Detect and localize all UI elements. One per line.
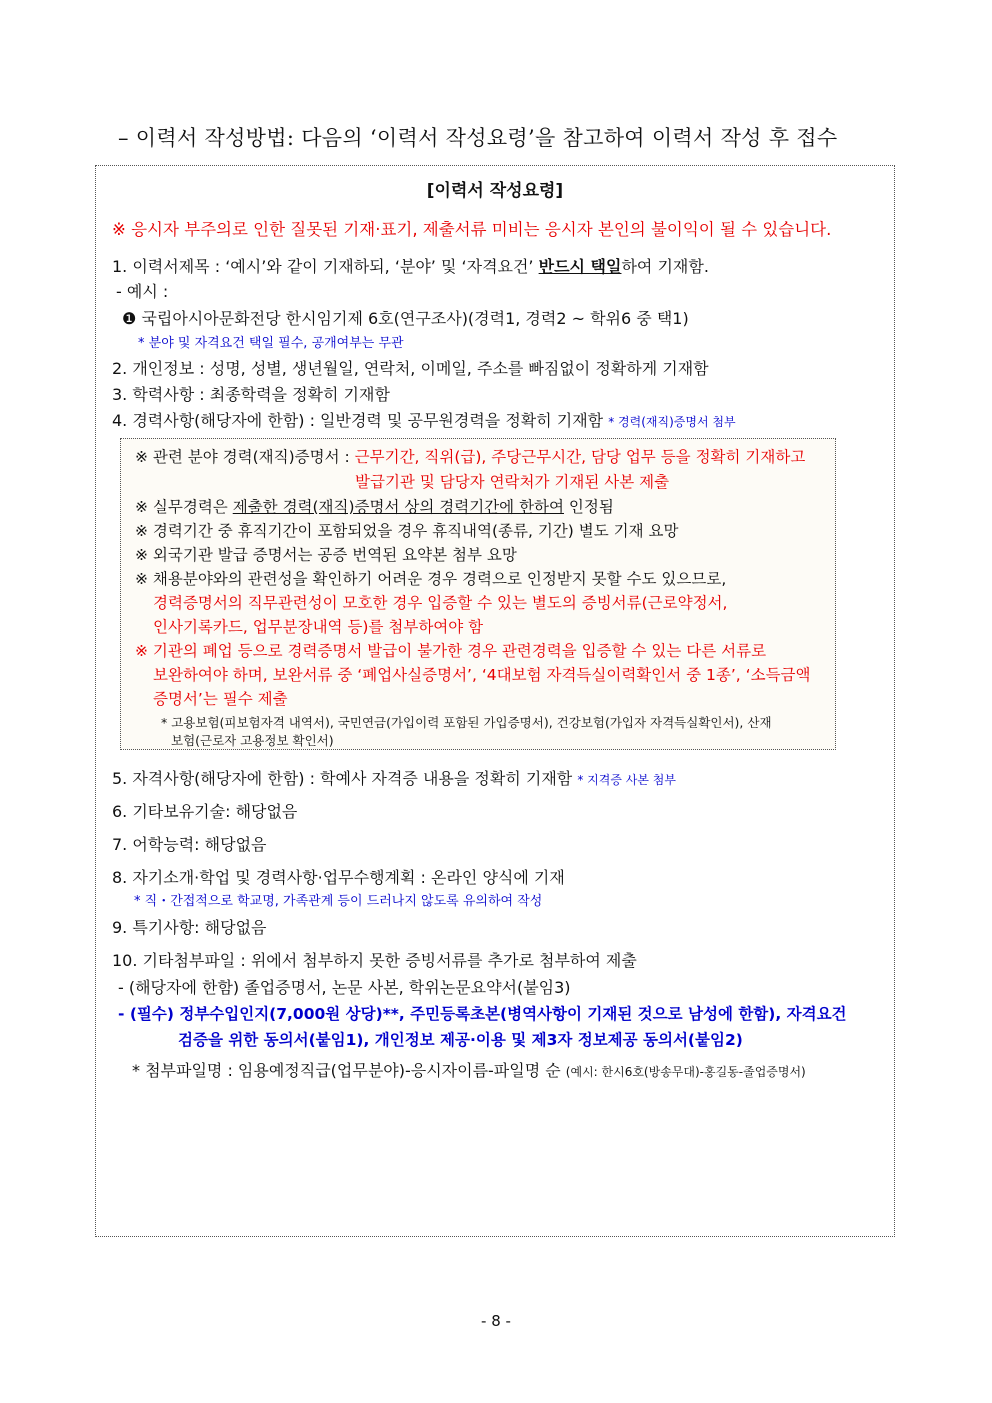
item-5: [112, 766, 676, 789]
example-note: * 분야 및 자격요건 택일 필수, 공개여부는 무관: [138, 336, 404, 351]
inner-line-1-cont: 발급기관 및 담당자 연락처가 기재된 사본 제출: [355, 473, 670, 491]
item-4-text: 4. 경력사항(해당자에 한함) : 일반경력 및 공무원경력을 정확히 기재함: [112, 411, 609, 430]
inner-line-6-red-2: 보완하여야 하며, 보완서류 중 ‘폐업사실증명서’, ‘4대보험 자격득실이력확인서 중 1종’, ‘소득금액: [153, 666, 811, 684]
inner-line-6-red-1: ※ 기관의 폐업 등으로 경력증명서 발급이 불가한 경우 관련경력을 입증할 수 있는 다른 서류로: [135, 642, 767, 660]
resume-guide-box: [95, 165, 895, 1237]
career-notes-box: [120, 438, 836, 750]
item-9: 9. 특기사항: 해당없음: [112, 918, 267, 937]
attachment-name-rule: [132, 1058, 806, 1081]
inner-line-2-post: 인정됨: [563, 498, 614, 516]
example-text: ❶ 국립아시아문화전당 한시임기제 6호(연구조사)(경력1, 경력2 ~ 학위6 중 택1): [122, 309, 689, 328]
warning-text: ※ 응시자 부주의로 인한 질못된 기재·표기, 제출서류 미비는 응시자 본인의 불이익이 될 수 있습니다.: [112, 220, 832, 239]
inner-line-5: ※ 채용분야와의 관련성을 확인하기 어려운 경우 경력으로 인정받지 못할 수도 있으므로,: [135, 570, 727, 588]
item-3: 3. 학력사항 : 최종학력을 정확히 기재함: [112, 385, 390, 404]
item-4: [112, 408, 736, 431]
item-6: 6. 기타보유기술: 해당없음: [112, 802, 298, 821]
section-heading: – 이력서 작성방법: 다음의 ‘이력서 작성요령’을 참고하여 이력서 작성 후 접수: [118, 126, 838, 150]
item-5-note: * 지격증 사본 첨부: [577, 773, 676, 787]
item-1-post: 하여 기재함.: [621, 257, 709, 276]
item-1-emphasis: 반드시 택일: [538, 257, 622, 276]
inner-note-1: * 고용보험(피보험자격 내역서), 국민연금(가입이력 포함된 가입증명서), 건강보험(가입자 자격득실확인서), 산재: [161, 715, 772, 730]
inner-note-2: 보험(근로자 고용정보 확인서): [171, 733, 334, 748]
inner-line-2: [135, 495, 614, 517]
page-number: - 8 -: [481, 1312, 511, 1330]
box-title: [이력서 작성요령]: [426, 181, 564, 201]
inner-line-2-pre: ※ 실무경력은: [135, 498, 233, 516]
inner-line-1-pre: ※ 관련 분야 경력(재직)증명서 :: [135, 448, 355, 466]
inner-line-6-red-3: 증명서’는 필수 제출: [153, 690, 288, 708]
inner-line-3: ※ 경력기간 중 휴직기간이 포함되었을 경우 휴직내역(종류, 기간) 별도 기재 요망: [135, 522, 679, 540]
item-8-note: * 직・간접적으로 학교명, 가족관계 등이 드러나지 않도록 유의하여 작성: [134, 894, 543, 909]
attachment-name-example: (예시: 한시6호(방송무대)-홍길동-졸업증명서): [565, 1065, 806, 1079]
item-4-note: * 경력(재직)증명서 첨부: [608, 415, 736, 429]
inner-line-2-underline: 제출한 경력(재직)증명서 상의 경력기간에 한하여: [232, 498, 564, 516]
inner-line-1: [135, 445, 805, 467]
item-1: [112, 254, 709, 277]
item-8: 8. 자기소개·학업 및 경력사항·업무수행계획 : 온라인 양식에 기재: [112, 868, 565, 887]
item-7: 7. 어학능력: 해당없음: [112, 835, 267, 854]
inner-line-4: ※ 외국기관 발급 증명서는 공증 번역된 요약본 첨부 요망: [135, 546, 517, 564]
inner-line-5-red-1: 경력증명서의 직무관련성이 모호한 경우 입증할 수 있는 별도의 증빙서류(근로약정서,: [153, 594, 728, 612]
item-10-a: - (해당자에 한함) 졸업증명서, 논문 사본, 학위논문요약서(붙임3): [118, 978, 571, 997]
inner-line-5-red-2: 인사기록카드, 업무분장내역 등)를 첨부하여야 함: [153, 618, 484, 636]
item-5-text: 5. 자격사항(해당자에 한함) : 학예사 자격증 내용을 정확히 기재함: [112, 769, 578, 788]
example-label: - 예시 :: [116, 282, 169, 301]
inner-line-1-red: 근무기간, 직위(급), 주당근무시간, 담당 업무 등을 정확히 기재하고: [354, 448, 806, 466]
item-10: 10. 기타첨부파일 : 위에서 첨부하지 못한 증빙서류를 추가로 첨부하여 제출: [112, 951, 637, 970]
item-10-b-1: - (필수) 정부수입인지(7,000원 상당)**, 주민등록초본(병역사항이 기재된 것으로 남성에 한함), 자격요건: [118, 1005, 847, 1023]
item-2: 2. 개인정보 : 성명, 성별, 생년월일, 연락처, 이메일, 주소를 빠짐없이 정확하게 기재함: [112, 359, 709, 378]
attachment-name-main: * 첨부파일명 : 임용예정직급(업무분야)-응시자이름-파일명 순: [132, 1061, 566, 1080]
item-10-b-2: 검증을 위한 동의서(붙임1), 개인정보 제공·이용 및 제3자 정보제공 동의서(붙임2): [178, 1031, 743, 1049]
item-1-pre: 1. 이력서제목 : ‘예시’와 같이 기재하되, ‘분야’ 및 ‘자격요건’: [112, 257, 539, 276]
